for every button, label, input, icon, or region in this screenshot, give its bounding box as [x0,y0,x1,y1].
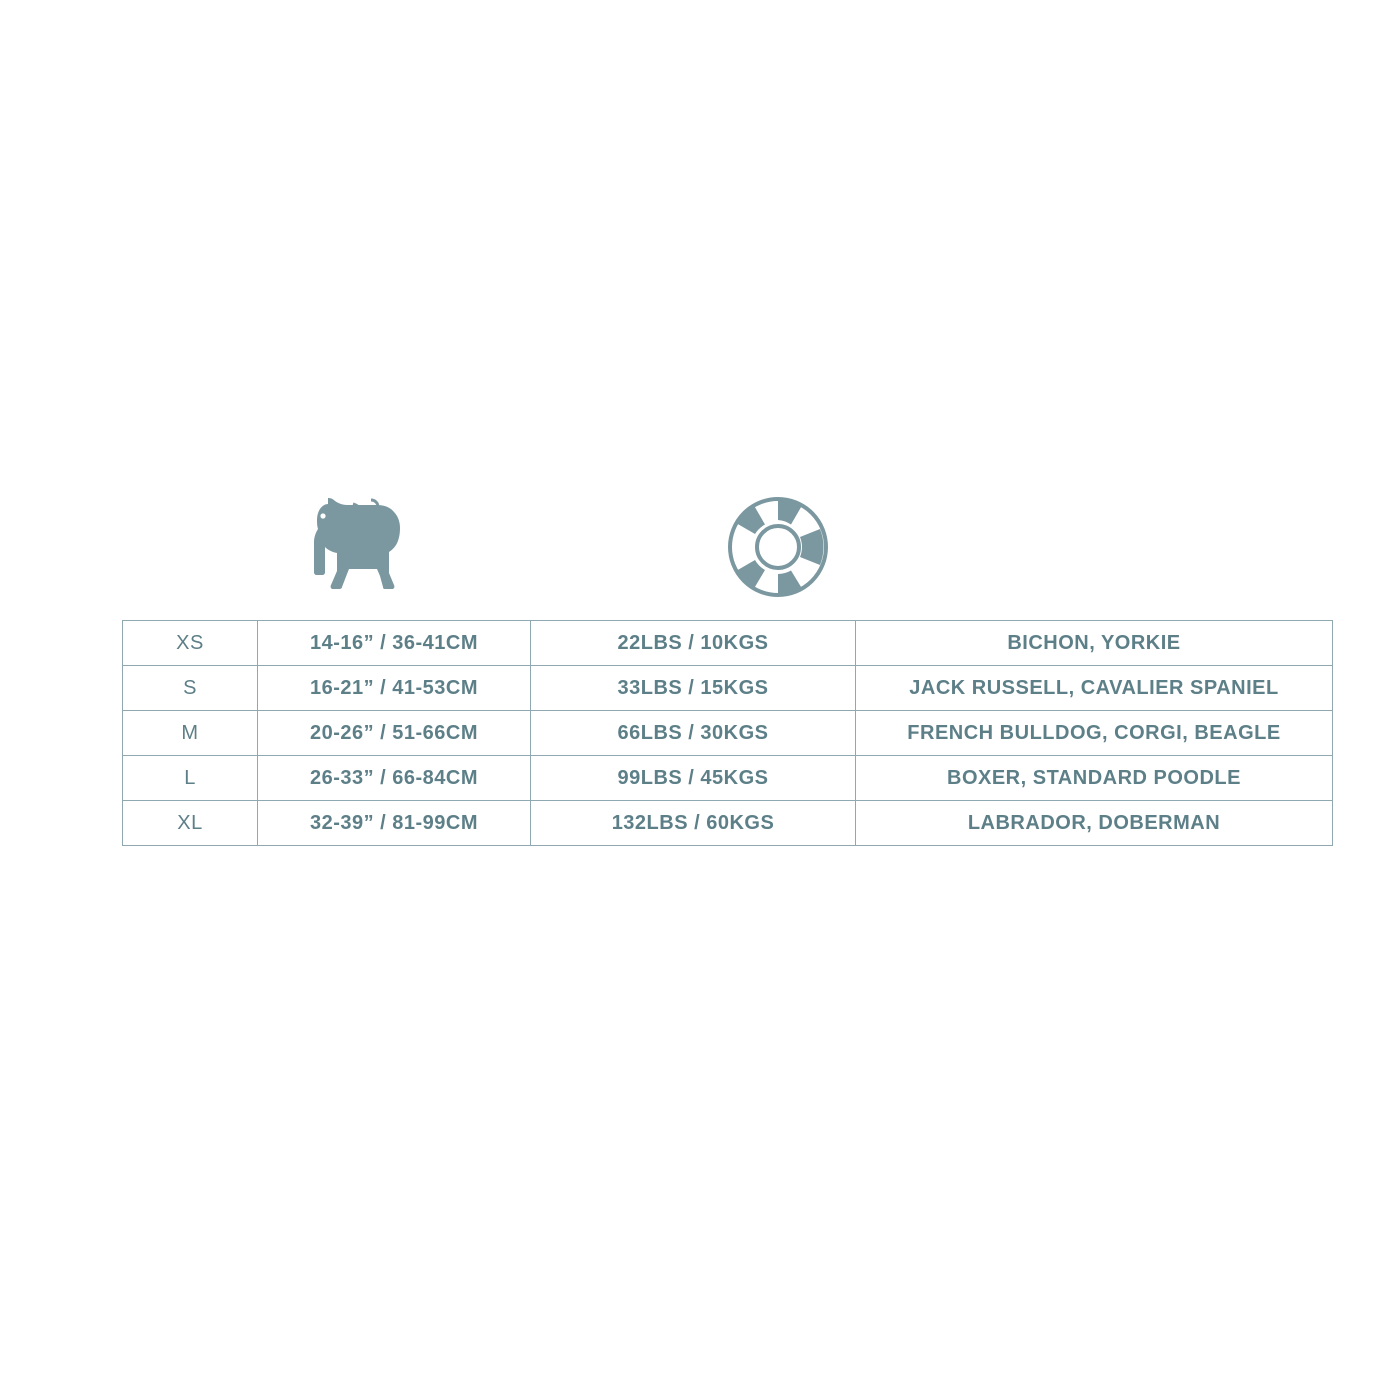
cell-neck: 20-26” / 51-66CM [258,711,531,756]
cell-breeds: JACK RUSSELL, CAVALIER SPANIEL [856,666,1333,711]
weight-icon-cell [622,462,934,602]
cell-size: L [123,756,258,801]
cell-breeds: BICHON, YORKIE [856,621,1333,666]
cell-neck: 32-39” / 81-99CM [258,801,531,846]
table-row [123,621,1333,666]
cell-neck: 14-16” / 36-41CM [258,621,531,666]
cell-neck: 16-21” / 41-53CM [258,666,531,711]
table-row [123,711,1333,756]
cell-weight: 99LBS / 45KGS [531,756,856,801]
table-row [123,666,1333,711]
cell-size: XL [123,801,258,846]
neck-icon-cell [122,462,622,602]
cell-weight: 66LBS / 30KGS [531,711,856,756]
cell-weight: 22LBS / 10KGS [531,621,856,666]
table-row [123,801,1333,846]
icon-row [122,462,1280,602]
cell-breeds: LABRADOR, DOBERMAN [856,801,1333,846]
dog-neck-measure-icon [292,482,452,602]
cell-weight: 132LBS / 60KGS [531,801,856,846]
cell-weight: 33LBS / 15KGS [531,666,856,711]
breed-icon-cell [934,462,1280,602]
size-chart-table [122,620,1333,846]
cell-size: M [123,711,258,756]
life-ring-icon [723,492,833,602]
cell-size: XS [123,621,258,666]
table-row [123,756,1333,801]
cell-breeds: FRENCH BULLDOG, CORGI, BEAGLE [856,711,1333,756]
cell-breeds: BOXER, STANDARD POODLE [856,756,1333,801]
cell-neck: 26-33” / 66-84CM [258,756,531,801]
cell-size: S [123,666,258,711]
